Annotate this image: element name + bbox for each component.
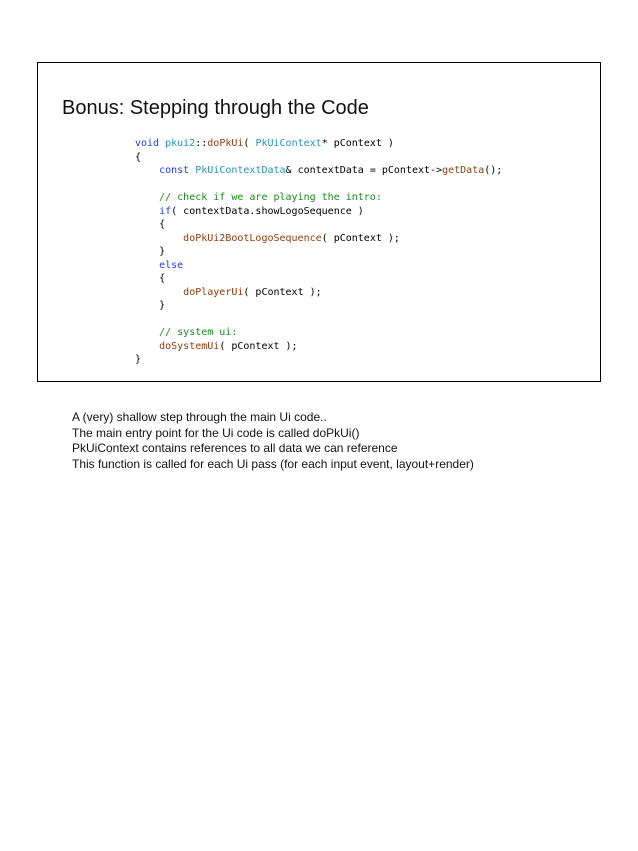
code-line	[135, 272, 502, 286]
code-listing	[135, 137, 502, 367]
code-line	[135, 205, 502, 219]
code-token: PkUiContext	[255, 138, 322, 149]
code-token: {	[135, 273, 166, 284]
code-token: (	[243, 138, 256, 149]
code-line	[135, 151, 502, 165]
code-token: }	[135, 246, 166, 257]
code-token	[135, 165, 159, 176]
code-token: ::	[195, 138, 208, 149]
code-token: * pContext )	[321, 138, 394, 149]
code-token: // system ui:	[159, 327, 238, 338]
code-token: ( pContext );	[243, 286, 322, 298]
code-line	[135, 340, 502, 354]
code-token	[135, 341, 159, 352]
code-token: getData	[442, 165, 485, 176]
note-line-3: PkUiContext contains references to all data we can reference	[72, 441, 398, 455]
code-line	[135, 178, 502, 192]
code-token: if	[159, 205, 172, 217]
slide-frame	[37, 62, 601, 382]
code-token: void	[135, 138, 160, 149]
code-token: doPlayerUi	[183, 286, 244, 298]
code-token: {	[135, 151, 142, 163]
code-line	[135, 232, 502, 246]
code-token: & contextData = pContext->	[285, 165, 443, 176]
code-token: {	[135, 219, 166, 230]
code-token: ( pContext );	[219, 340, 298, 352]
code-token: }	[135, 300, 166, 311]
code-line	[135, 299, 502, 313]
code-line	[135, 286, 502, 300]
code-token: doSystemUi	[159, 340, 220, 352]
code-token: // check if we are playing the intro:	[159, 192, 382, 203]
code-token	[135, 192, 159, 203]
code-line	[135, 164, 502, 178]
code-line	[135, 218, 502, 232]
speaker-notes	[72, 410, 474, 472]
code-token	[135, 327, 159, 338]
slide-title: Bonus: Stepping through the Code	[62, 97, 369, 119]
code-token: PkUiContextData	[195, 165, 286, 176]
code-line	[135, 245, 502, 259]
note-line-4: This function is called for each Ui pass (for each input event, layout+render)	[72, 456, 474, 471]
code-line	[135, 313, 502, 327]
code-token: doPkUi	[207, 138, 244, 149]
code-token	[135, 206, 159, 217]
code-line	[135, 326, 502, 340]
code-token: ( contextData.showLogoSequence )	[171, 205, 364, 217]
code-token: doPkUi2BootLogoSequence	[183, 232, 322, 244]
code-line	[135, 137, 502, 151]
code-token: ( pContext );	[321, 232, 400, 244]
code-token	[135, 233, 183, 244]
code-token: pkui2	[165, 138, 196, 149]
code-token	[135, 260, 159, 271]
note-line-2: The main entry point for the Ui code is called doPkUi()	[72, 425, 360, 440]
code-token: }	[135, 354, 142, 365]
code-line	[135, 191, 502, 205]
note-line-1: A (very) shallow step through the main Ui code..	[72, 410, 327, 424]
code-line	[135, 259, 502, 273]
code-token: const	[159, 165, 190, 176]
code-line	[135, 353, 502, 367]
code-token: ();	[484, 165, 503, 176]
code-token	[135, 287, 183, 298]
code-token: else	[159, 259, 184, 271]
